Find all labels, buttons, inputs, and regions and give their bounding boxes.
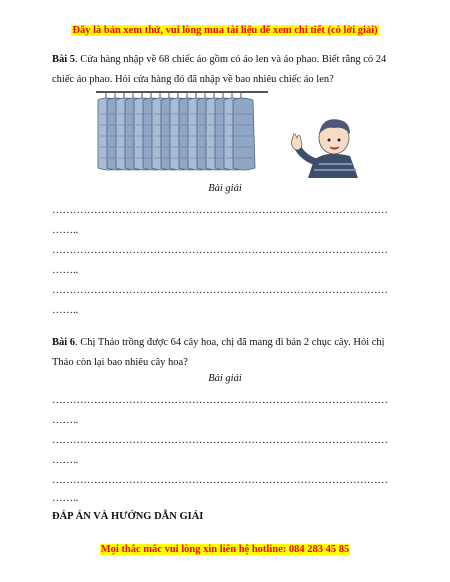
answer-line: …………………………………………………………………………………… [52, 245, 388, 256]
answer-section-heading: ĐÁP ÁN VÀ HƯỚNG DẪN GIẢI [52, 511, 204, 522]
problem-5-text [52, 50, 397, 90]
answer-line: …………………………………………………………………………………… [52, 285, 388, 296]
problem-6-solution-label: Bài giải [208, 373, 242, 384]
problem-6-label: Bài 6 [52, 337, 76, 348]
problem-6-body: . Chị Thảo trồng được 64 cây hoa, chị đã mang đi bán 2 chục cây. Hỏi chị Thảo còn lại bao nhiêu cây hoa? [52, 337, 385, 368]
answer-line: …………………………………………………………………………………… [52, 395, 388, 406]
answer-line-continuation: …….. [52, 225, 79, 236]
hotline-banner [0, 544, 450, 555]
answer-line: …………………………………………………………………………………… [52, 205, 388, 216]
answer-line-continuation: …….. [52, 265, 79, 276]
answer-line-continuation: …….. [52, 455, 79, 466]
problem-5-solution-label: Bài giải [208, 183, 242, 194]
problem-5-body: . Cửa hàng nhập về 68 chiếc áo gồm có áo len và áo phao. Biết rằng có 24 chiếc áo phao. Hỏi cửa hàng đó đã nhập về bao nhiêu chiếc áo len? [52, 54, 387, 85]
hotline-text: Mọi thắc mắc vui lòng xin liên hệ hotline: 084 283 45 85 [100, 544, 350, 555]
boy-waving-illustration [286, 112, 366, 178]
preview-notice-banner [0, 25, 450, 36]
jacket-rack-illustration [92, 86, 272, 176]
problem-6-text [52, 333, 397, 373]
answer-line-continuation: …….. [52, 415, 79, 426]
answer-line: …………………………………………………………………………………… [52, 435, 388, 446]
answer-line: …………………………………………………………………………………… [52, 475, 388, 486]
answer-line-continuation: …….. [52, 305, 79, 316]
preview-notice-text: Đây là bản xem thử, vui lòng mua tài liệu để xem chi tiết (có lời giải) [72, 25, 378, 36]
answer-line-continuation: …….. [52, 493, 79, 504]
problem-5-label: Bài 5 [52, 54, 76, 65]
